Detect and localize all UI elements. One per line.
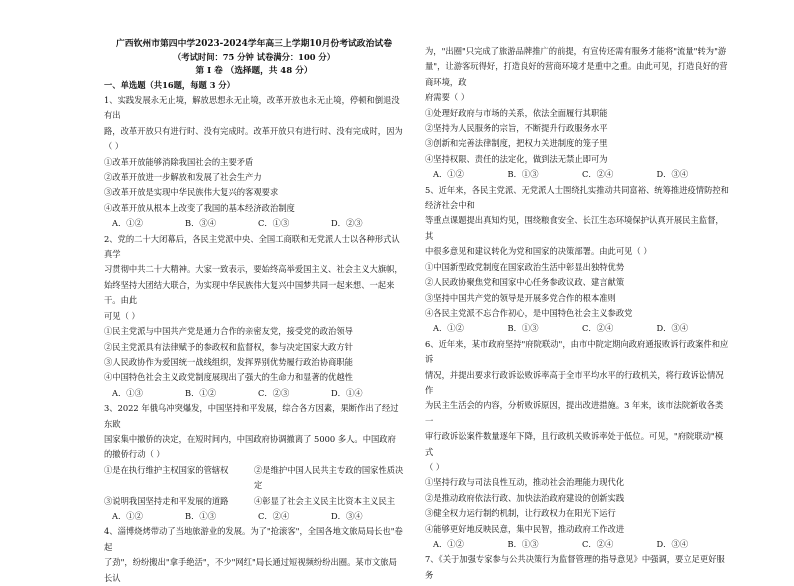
question-6 bbox=[425, 337, 731, 553]
question-text-line: 府需要（ ） bbox=[425, 92, 470, 103]
option-statement: ④坚持权限、责任的法定化，做到法无禁止即可为 bbox=[425, 153, 608, 164]
question-4-continued bbox=[425, 44, 731, 183]
option-statement: ④彰显了社会主义民主比资本主义民主 bbox=[254, 495, 396, 506]
exam-subtitle: （考试时间：75 分钟 试卷满分：100 分） bbox=[173, 52, 335, 62]
answer-choice-b: B．①③ bbox=[507, 323, 539, 334]
question-5 bbox=[425, 183, 731, 337]
question-text-line: 国家集中撤侨的决定，在短时间内，中国政府协调撤离了 5000 多人。中国政府的撤侨行动（ ） bbox=[104, 433, 396, 460]
question-text-line: （ ） bbox=[104, 141, 124, 152]
answer-choices bbox=[104, 386, 404, 401]
answer-choice-d: D．②③ bbox=[331, 218, 363, 229]
option-statement: ③说明我国坚持走和平发展的道路 bbox=[104, 495, 229, 506]
answer-choices bbox=[425, 321, 731, 336]
question-text-line: 4、淄博烧烤带动了当地旅游业的发展。为了"抢滚客"，全国各地文旅局局长也"卷起 bbox=[104, 526, 403, 552]
question-text-line: 了劲"，纷纷搬出"拿手绝活"，不少"网红"局长通过短视频纷纷出圈。某市文旅局长认 bbox=[104, 557, 397, 583]
question-text-line: 路，改革开放只有进行时、没有完成时。改革开放只有进行时、没有完成时，因为 bbox=[104, 125, 403, 136]
answer-choice-b: B．①③ bbox=[185, 510, 216, 521]
question-text-line: 为，"出圈"只完成了旅游品牌推广的前提，有宣传还需有服务才能将"流量"转为"游 bbox=[425, 46, 727, 56]
option-statement: ①坚持行政与司法良性互动，推动社会治理能力现代化 bbox=[425, 477, 625, 488]
right-column bbox=[425, 44, 731, 583]
question-text-line: 7、《关于加强专家参与公共决策行为监督管理的指导意见》中强调，要立足更好服务 bbox=[425, 554, 725, 580]
question-text-line: 5、近年来，各民主党派、无党派人士围绕扎实推动共同富裕、统筹推进疫情防控和经济社会中和 bbox=[425, 184, 729, 211]
exam-title: 广西钦州市第四中学2023-2024学年高三上学期10月份考试政治试卷 bbox=[116, 39, 392, 49]
question-text-line: 审行政诉讼案件数量逐年下降，且行政机关败诉率处于低位。可见，"府院联动"模式 bbox=[425, 431, 724, 457]
answer-choice-a: A．①② bbox=[112, 510, 143, 521]
question-text-line: 中很多意见和建议转化为党和国家的决策部署。由此可见（ ） bbox=[425, 246, 652, 257]
answer-choice-b: B．①③ bbox=[507, 169, 539, 180]
answer-choice-c: C．②④ bbox=[258, 510, 290, 521]
answer-choice-d: D．③④ bbox=[656, 539, 689, 549]
answer-choice-c: C．②③ bbox=[258, 387, 290, 398]
option-pair bbox=[104, 494, 404, 509]
question-3 bbox=[104, 401, 404, 524]
answer-choices bbox=[104, 509, 404, 524]
question-text-line: 可见（ ） bbox=[104, 310, 140, 321]
answer-choice-a: A．①② bbox=[433, 169, 464, 180]
option-statement: ③坚持中国共产党的领导是开展多党合作的根本准则 bbox=[425, 292, 616, 303]
answer-choice-d: D．①④ bbox=[331, 387, 363, 398]
question-text-line: 3、2022 年俄乌冲突爆发，中国坚持和平发展，综合各方因素，果断作出了经过东欧 bbox=[104, 403, 399, 429]
answer-choice-b: B．①③ bbox=[507, 539, 539, 549]
question-text-line: 2、党的二十大闭幕后，各民主党派中央、全国工商联和无党派人士以各种形式认真学 bbox=[104, 233, 400, 260]
question-1 bbox=[104, 93, 404, 232]
answer-choices bbox=[425, 167, 731, 182]
section-heading: 第 I 卷 （选择题，共 48 分） bbox=[195, 66, 313, 76]
option-statement: ②人民政协聚焦党和国家中心任务参政议政、建言献策 bbox=[425, 277, 625, 288]
option-statement: ①中国新型政党制度在国家政治生活中彰显出独特优势 bbox=[425, 261, 625, 272]
question-7 bbox=[425, 552, 731, 583]
answer-choice-a: A．①② bbox=[112, 218, 143, 229]
option-statement: ②是维护中国人民共主专政的国家性质决定 bbox=[254, 464, 404, 491]
answer-choice-d: D．③④ bbox=[656, 169, 689, 180]
answer-choice-d: D．③④ bbox=[331, 510, 363, 521]
option-statement: ②民主党派具有法律赋予的参政权和监督权，参与决定国家大政方针 bbox=[104, 341, 353, 352]
option-statement: ①是在执行维护主权国家的管辖权 bbox=[104, 464, 229, 475]
question-text-line: 为民主生活会的内容，分析败诉原因，提出改进措施。3 年来，该市法院新收各类一 bbox=[425, 400, 724, 426]
answer-choices bbox=[104, 216, 404, 231]
question-text-line: 6、近年来，某市政府坚持"府院联动"，由市中院定期向政府通报败诉行政案件和应诉 bbox=[425, 338, 729, 365]
option-statement: ④中国特色社会主义政党制度展现出了强大的生命力和显著的优越性 bbox=[104, 372, 353, 383]
option-statement: ①处理好政府与市场的关系，依法全面履行其职能 bbox=[425, 107, 608, 118]
answer-choice-b: B．①② bbox=[185, 387, 216, 398]
question-text-line: （ ） bbox=[425, 461, 445, 472]
question-4 bbox=[104, 524, 404, 586]
option-statement: ④能够更好地反映民意，集中民智，推动政府工作改进 bbox=[425, 523, 625, 534]
option-statement: ③健全权力运行制约机制，让行政权力在阳光下运行 bbox=[425, 508, 616, 519]
option-statement: ②坚持为人民服务的宗旨，不断提升行政服务水平 bbox=[425, 123, 608, 134]
question-text-line: 等重点课题提出真知灼见，围绕粮食安全、长江生态环境保护认真开展民主监督，其 bbox=[425, 215, 724, 241]
option-statement: ②改革开放进一步解放和发展了社会生产力 bbox=[104, 172, 262, 183]
answer-choice-c: C．②④ bbox=[582, 323, 614, 334]
answer-choice-c: C．①③ bbox=[258, 218, 290, 229]
option-statement: ③创新和完善法律制度，把权力关进制度的笼子里 bbox=[425, 138, 608, 149]
answer-choice-a: A．①② bbox=[433, 323, 464, 334]
option-pair bbox=[104, 463, 404, 494]
option-statement: ④改革开放从根本上改变了我国的基本经济政治制度 bbox=[104, 202, 295, 213]
part-heading: 一、单选题（共16题，每题 3 分） bbox=[104, 80, 235, 90]
question-text-line: 习贯彻中共二十大精神。大家一致表示，要始终高举爱国主义、社会主义大旗帜， bbox=[104, 264, 403, 275]
answer-choice-d: D．③④ bbox=[656, 323, 689, 334]
answer-choice-a: A．①③ bbox=[112, 387, 143, 398]
question-text-line: 1、实践发展永无止境，解放思想永无止境，改革开放也永无止境，停顿和倒退没有出 bbox=[104, 95, 400, 121]
answer-choice-b: B．③④ bbox=[185, 218, 216, 229]
answer-choice-c: C．②④ bbox=[582, 169, 614, 180]
question-text-line: 量"，让游客玩得好，打造良好的营商环境才是重中之重。由此可见，打造良好的营商环境，政 bbox=[425, 61, 728, 87]
option-statement: ③改革开放是实现中华民族伟大复兴的客观要求 bbox=[104, 187, 279, 198]
answer-choice-c: C．②④ bbox=[582, 539, 614, 549]
left-column bbox=[104, 38, 404, 586]
option-statement: ②是推动政府依法行政、加快法治政府建设的创新实践 bbox=[425, 492, 625, 503]
question-text-line: 始终坚持大团结大联合，为实现中华民族伟大复兴中国梦共同一起来想、一起来干。由此 bbox=[104, 279, 395, 306]
answer-choices bbox=[425, 537, 731, 552]
question-2 bbox=[104, 232, 404, 401]
question-text-line: 情况，并提出要求行政诉讼败诉率高于全市平均水平的行政机关，将行政诉讼情况作 bbox=[425, 369, 724, 395]
answer-choice-a: A．①② bbox=[433, 539, 464, 549]
option-statement: ①改革开放能够消除我国社会的主要矛盾 bbox=[104, 156, 254, 167]
option-statement: ③人民政协作为爱国统一战线组织，发挥界别优势履行政治协商职能 bbox=[104, 356, 353, 367]
option-statement: ④各民主党派不忘合作初心，是中国特色社会主义参政党 bbox=[425, 307, 633, 318]
option-statement: ①民主党派与中国共产党是通力合作的亲密友党，接受党的政治领导 bbox=[104, 326, 353, 337]
